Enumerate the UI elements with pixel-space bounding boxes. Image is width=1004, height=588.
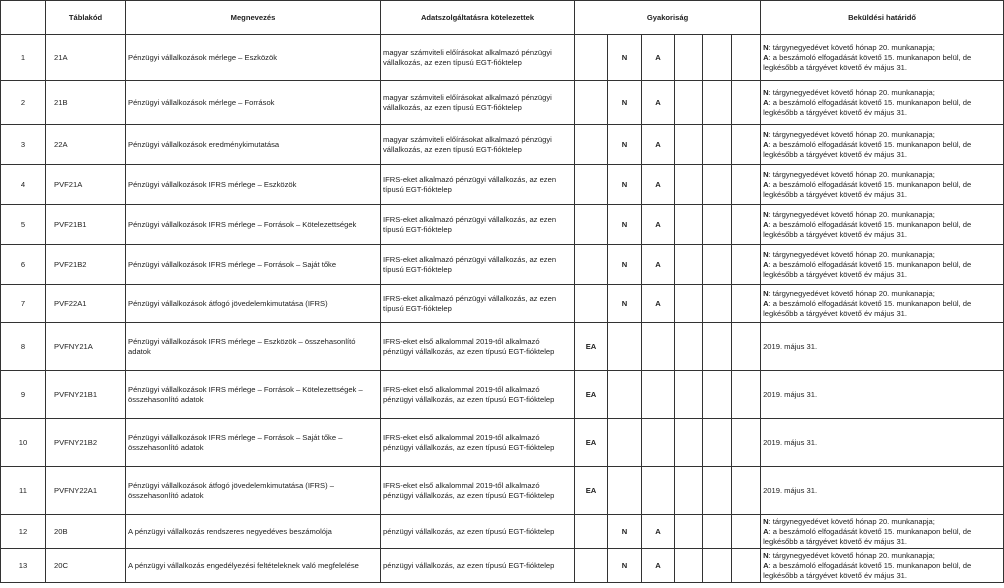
row-number: 6 (1, 245, 46, 285)
frequency-n: N (608, 285, 642, 323)
header-deadline: Beküldési határidő (761, 1, 1004, 35)
row-number: 7 (1, 285, 46, 323)
frequency-n: N (608, 515, 642, 549)
frequency-empty (703, 205, 732, 245)
deadline-cell (761, 419, 1004, 467)
deadline-key-n: N (763, 249, 769, 259)
table-code: 22A (46, 125, 126, 165)
obligor-cell: pénzügyi vállalkozás, az ezen típusú EGT-fióktelep (381, 515, 575, 549)
frequency-empty (732, 285, 761, 323)
deadline-text-a: : a beszámoló elfogadását követő 15. munkanapon belül, de legkésőbb a tárgyévet követő év május 31. (763, 526, 972, 546)
table-name: Pénzügyi vállalkozások mérlege – Eszközök (126, 35, 381, 81)
frequency-n (608, 419, 642, 467)
frequency-n: N (608, 125, 642, 165)
frequency-ea (575, 125, 608, 165)
frequency-n: N (608, 35, 642, 81)
frequency-empty (732, 81, 761, 125)
deadline-cell (761, 285, 1004, 323)
header-row (1, 1, 1004, 35)
row-number: 3 (1, 125, 46, 165)
table-name: Pénzügyi vállalkozások IFRS mérlege – Eszközök – összehasonlító adatok (126, 323, 381, 371)
frequency-empty (732, 467, 761, 515)
table-code: 20C (46, 549, 126, 583)
frequency-a: A (642, 165, 675, 205)
deadline-cell (761, 35, 1004, 81)
frequency-ea (575, 81, 608, 125)
deadline-text-n: : tárgynegyedévet követő hónap 20. munkanapja; (768, 87, 935, 97)
deadline-key-n: N (763, 129, 769, 139)
frequency-empty (732, 165, 761, 205)
deadline-key-a: A (763, 97, 769, 107)
deadline-text-n: : tárgynegyedévet követő hónap 20. munkanapja; (768, 550, 935, 560)
table-name: Pénzügyi vállalkozások átfogó jövedelemkimutatása (IFRS) – összehasonlító adatok (126, 467, 381, 515)
frequency-a (642, 467, 675, 515)
row-number: 12 (1, 515, 46, 549)
frequency-empty (732, 419, 761, 467)
deadline-text-n: : tárgynegyedévet követő hónap 20. munkanapja; (768, 42, 935, 52)
table-row (1, 81, 1004, 125)
deadline-date: 2019. május 31. (763, 389, 818, 399)
deadline-text-a: : a beszámoló elfogadását követő 15. munkanapon belül, de legkésőbb a tárgyévet követő év május 31. (763, 97, 972, 117)
frequency-empty (703, 35, 732, 81)
deadline-date: 2019. május 31. (763, 341, 818, 351)
row-number: 13 (1, 549, 46, 583)
row-number: 5 (1, 205, 46, 245)
frequency-empty (703, 245, 732, 285)
obligor-cell: magyar számviteli előírásokat alkalmazó pénzügyi vállalkozás, az ezen típusú EGT-fióktelep (381, 125, 575, 165)
deadline-cell (761, 323, 1004, 371)
table-row (1, 125, 1004, 165)
deadline-key-n: N (763, 209, 769, 219)
deadline-text-n: : tárgynegyedévet követő hónap 20. munkanapja; (768, 249, 935, 259)
header-obligor: Adatszolgáltatásra kötelezettek (381, 1, 575, 35)
row-number: 4 (1, 165, 46, 205)
table-row (1, 165, 1004, 205)
table-row (1, 245, 1004, 285)
deadline-text-a: : a beszámoló elfogadását követő 15. munkanapon belül, de legkésőbb a tárgyévet követő év május 31. (763, 52, 972, 72)
frequency-n: N (608, 205, 642, 245)
frequency-empty (703, 419, 732, 467)
deadline-cell (761, 467, 1004, 515)
frequency-empty (703, 285, 732, 323)
obligor-cell: IFRS-eket alkalmazó pénzügyi vállalkozás, az ezen típusú EGT-fióktelep (381, 245, 575, 285)
deadline-text-a: : a beszámoló elfogadását követő 15. munkanapon belül, de legkésőbb a tárgyévet követő év május 31. (763, 259, 972, 279)
row-number: 1 (1, 35, 46, 81)
frequency-n (608, 323, 642, 371)
deadline-key-n: N (763, 87, 769, 97)
frequency-ea: EA (575, 467, 608, 515)
deadline-text-n: : tárgynegyedévet követő hónap 20. munkanapja; (768, 516, 935, 526)
frequency-empty (703, 549, 732, 583)
deadline-cell (761, 165, 1004, 205)
deadline-text-n: : tárgynegyedévet követő hónap 20. munkanapja; (768, 169, 935, 179)
deadline-key-n: N (763, 169, 769, 179)
obligor-cell: IFRS-eket első alkalommal 2019-től alkalmazó pénzügyi vállalkozás, az ezen típusú EGT-fióktelep (381, 323, 575, 371)
header-code: Táblakód (46, 1, 126, 35)
deadline-text-n: : tárgynegyedévet követő hónap 20. munkanapja; (768, 209, 935, 219)
header-num (1, 1, 46, 35)
deadline-key-a: A (763, 179, 769, 189)
deadline-key-a: A (763, 219, 769, 229)
frequency-n (608, 371, 642, 419)
deadline-key-n: N (763, 42, 769, 52)
table-name: A pénzügyi vállalkozás engedélyezési feltételeknek való megfelelése (126, 549, 381, 583)
row-number: 2 (1, 81, 46, 125)
frequency-empty (703, 467, 732, 515)
frequency-empty (732, 371, 761, 419)
deadline-cell (761, 125, 1004, 165)
deadline-key-a: A (763, 259, 769, 269)
deadline-cell (761, 205, 1004, 245)
frequency-a: A (642, 285, 675, 323)
obligor-cell: IFRS-eket első alkalommal 2019-től alkalmazó pénzügyi vállalkozás, az ezen típusú EGT-fióktelep (381, 371, 575, 419)
row-number: 10 (1, 419, 46, 467)
frequency-ea: EA (575, 371, 608, 419)
frequency-empty (703, 515, 732, 549)
deadline-cell (761, 245, 1004, 285)
frequency-empty (675, 285, 703, 323)
table-name: Pénzügyi vállalkozások átfogó jövedelemkimutatása (IFRS) (126, 285, 381, 323)
frequency-empty (703, 165, 732, 205)
table-code: PVFNY21B2 (46, 419, 126, 467)
deadline-cell (761, 549, 1004, 583)
table-code: PVF21B1 (46, 205, 126, 245)
frequency-a: A (642, 515, 675, 549)
frequency-empty (732, 245, 761, 285)
table-code: PVFNY22A1 (46, 467, 126, 515)
table-code: PVFNY21B1 (46, 371, 126, 419)
frequency-a: A (642, 205, 675, 245)
deadline-cell (761, 371, 1004, 419)
deadline-text-a: : a beszámoló elfogadását követő 15. munkanapon belül, de legkésőbb a tárgyévet követő év május 31. (763, 139, 972, 159)
deadline-text-a: : a beszámoló elfogadását követő 15. munkanapon belül, de legkésőbb a tárgyévet követő év május 31. (763, 560, 972, 580)
frequency-empty (732, 549, 761, 583)
frequency-ea (575, 285, 608, 323)
frequency-empty (703, 323, 732, 371)
table-name: Pénzügyi vállalkozások IFRS mérlege – Források – Saját tőke – összehasonlító adatok (126, 419, 381, 467)
frequency-empty (703, 81, 732, 125)
frequency-a: A (642, 549, 675, 583)
frequency-empty (732, 35, 761, 81)
frequency-n: N (608, 245, 642, 285)
deadline-key-a: A (763, 560, 769, 570)
table-row (1, 35, 1004, 81)
deadline-key-a: A (763, 52, 769, 62)
frequency-ea (575, 515, 608, 549)
table-code: PVF21A (46, 165, 126, 205)
table-row (1, 467, 1004, 515)
table-name: Pénzügyi vállalkozások mérlege – Források (126, 81, 381, 125)
obligor-cell: magyar számviteli előírásokat alkalmazó pénzügyi vállalkozás, az ezen típusú EGT-fióktelep (381, 35, 575, 81)
frequency-empty (675, 323, 703, 371)
deadline-text-a: : a beszámoló elfogadását követő 15. munkanapon belül, de legkésőbb a tárgyévet követő év május 31. (763, 179, 972, 199)
deadline-key-a: A (763, 526, 769, 536)
table-code: 21A (46, 35, 126, 81)
frequency-ea (575, 549, 608, 583)
deadline-text-a: : a beszámoló elfogadását követő 15. munkanapon belül, de legkésőbb a tárgyévet követő év május 31. (763, 298, 972, 318)
frequency-ea: EA (575, 419, 608, 467)
header-frequency: Gyakoriság (575, 1, 761, 35)
frequency-a (642, 419, 675, 467)
table-code: 20B (46, 515, 126, 549)
table-name: Pénzügyi vállalkozások IFRS mérlege – Eszközök (126, 165, 381, 205)
frequency-n: N (608, 165, 642, 205)
obligor-cell: IFRS-eket alkalmazó pénzügyi vállalkozás, az ezen típusú EGT-fióktelep (381, 285, 575, 323)
row-number: 8 (1, 323, 46, 371)
table-body (1, 35, 1004, 583)
frequency-a (642, 371, 675, 419)
frequency-a: A (642, 125, 675, 165)
deadline-date: 2019. május 31. (763, 437, 818, 447)
frequency-empty (675, 245, 703, 285)
frequency-empty (732, 125, 761, 165)
deadline-key-n: N (763, 550, 769, 560)
obligor-cell: magyar számviteli előírásokat alkalmazó pénzügyi vállalkozás, az ezen típusú EGT-fióktelep (381, 81, 575, 125)
frequency-empty (675, 371, 703, 419)
table-name: Pénzügyi vállalkozások IFRS mérlege – Források – Saját tőke (126, 245, 381, 285)
frequency-empty (732, 515, 761, 549)
obligor-cell: IFRS-eket első alkalommal 2019-től alkalmazó pénzügyi vállalkozás, az ezen típusú EGT-fióktelep (381, 419, 575, 467)
frequency-empty (675, 419, 703, 467)
deadline-text-a: : a beszámoló elfogadását követő 15. munkanapon belül, de legkésőbb a tárgyévet követő év május 31. (763, 219, 972, 239)
frequency-empty (675, 81, 703, 125)
table-row (1, 515, 1004, 549)
table-name: Pénzügyi vállalkozások IFRS mérlege – Források – Kötelezettségek – összehasonlító adatok (126, 371, 381, 419)
frequency-empty (675, 549, 703, 583)
obligor-cell: IFRS-eket alkalmazó pénzügyi vállalkozás, az ezen típusú EGT-fióktelep (381, 205, 575, 245)
frequency-empty (703, 371, 732, 419)
table-row (1, 549, 1004, 583)
frequency-a (642, 323, 675, 371)
table-code: PVF22A1 (46, 285, 126, 323)
frequency-empty (675, 35, 703, 81)
deadline-key-n: N (763, 516, 769, 526)
row-number: 11 (1, 467, 46, 515)
deadline-key-a: A (763, 139, 769, 149)
obligor-cell: pénzügyi vállalkozás, az ezen típusú EGT-fióktelep (381, 549, 575, 583)
row-number: 9 (1, 371, 46, 419)
frequency-n: N (608, 81, 642, 125)
table-name: A pénzügyi vállalkozás rendszeres negyedéves beszámolója (126, 515, 381, 549)
header-name: Megnevezés (126, 1, 381, 35)
frequency-a: A (642, 245, 675, 285)
deadline-date: 2019. május 31. (763, 485, 818, 495)
deadline-cell (761, 515, 1004, 549)
table-name: Pénzügyi vállalkozások IFRS mérlege – Források – Kötelezettségek (126, 205, 381, 245)
frequency-n: N (608, 549, 642, 583)
frequency-ea (575, 35, 608, 81)
frequency-empty (732, 205, 761, 245)
table-name: Pénzügyi vállalkozások eredménykimutatása (126, 125, 381, 165)
table-code: PVF21B2 (46, 245, 126, 285)
frequency-ea (575, 205, 608, 245)
deadline-text-n: : tárgynegyedévet követő hónap 20. munkanapja; (768, 288, 935, 298)
deadline-cell (761, 81, 1004, 125)
table-code: 21B (46, 81, 126, 125)
frequency-empty (675, 515, 703, 549)
table-row (1, 205, 1004, 245)
frequency-ea: EA (575, 323, 608, 371)
frequency-a: A (642, 35, 675, 81)
table-row (1, 419, 1004, 467)
frequency-empty (675, 165, 703, 205)
frequency-empty (703, 125, 732, 165)
deadline-key-a: A (763, 298, 769, 308)
frequency-empty (675, 467, 703, 515)
frequency-ea (575, 165, 608, 205)
deadline-text-n: : tárgynegyedévet követő hónap 20. munkanapja; (768, 129, 935, 139)
table-row (1, 323, 1004, 371)
frequency-empty (732, 323, 761, 371)
table-code: PVFNY21A (46, 323, 126, 371)
table-row (1, 285, 1004, 323)
frequency-n (608, 467, 642, 515)
frequency-a: A (642, 81, 675, 125)
deadline-key-n: N (763, 288, 769, 298)
frequency-ea (575, 245, 608, 285)
obligor-cell: IFRS-eket első alkalommal 2019-től alkalmazó pénzügyi vállalkozás, az ezen típusú EGT-fióktelep (381, 467, 575, 515)
frequency-empty (675, 125, 703, 165)
frequency-empty (675, 205, 703, 245)
table-row (1, 371, 1004, 419)
obligor-cell: IFRS-eket alkalmazó pénzügyi vállalkozás, az ezen típusú EGT-fióktelep (381, 165, 575, 205)
